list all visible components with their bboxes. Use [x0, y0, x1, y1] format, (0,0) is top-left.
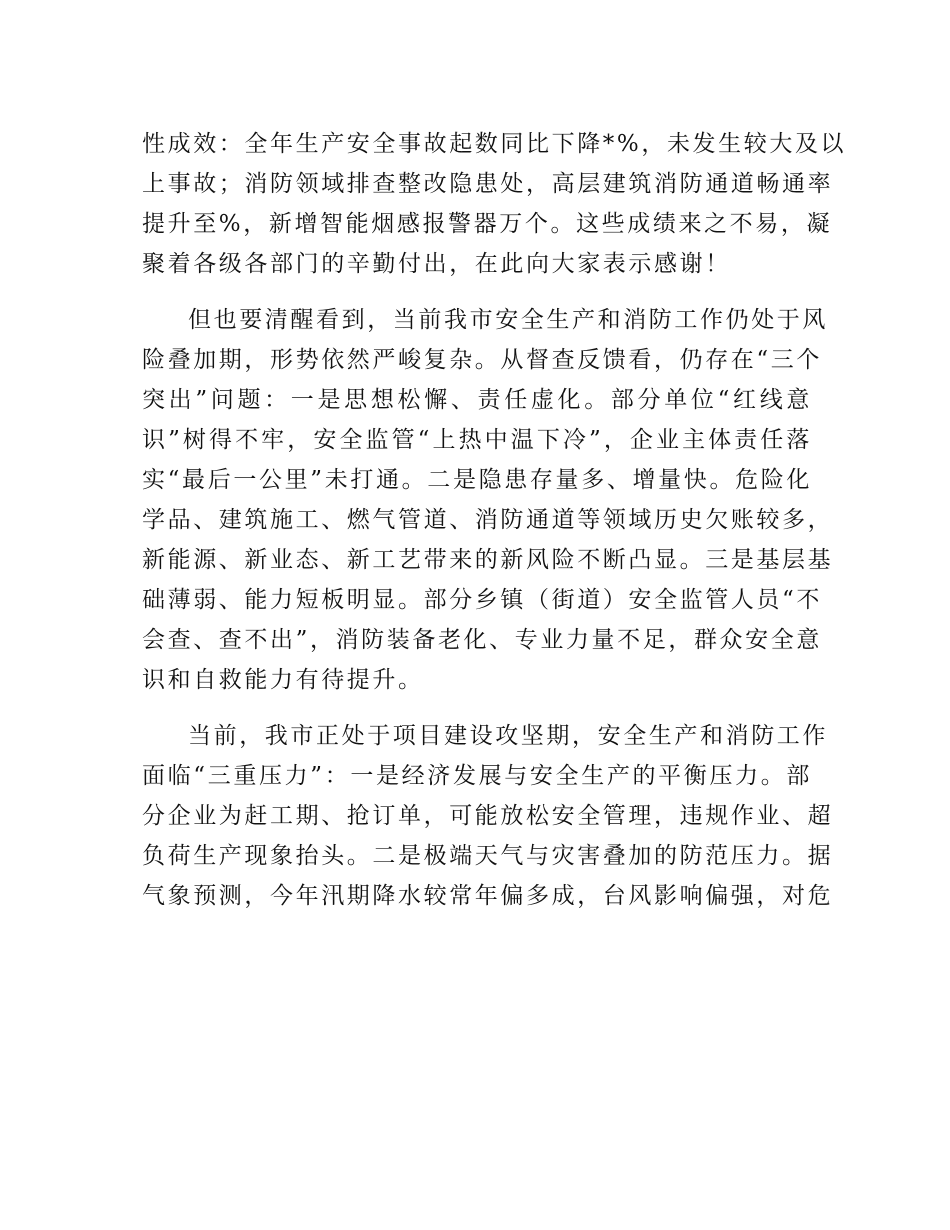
text-line: 突出”问题：一是思想松懈、责任虚化。部分单位“红线意 [142, 387, 812, 413]
text-line: 上事故；消防领域排查整改隐患处，高层建筑消防通道畅通率 [142, 171, 834, 197]
text-line: 聚着各级各部门的辛勤付出，在此向大家表示感谢！ [142, 251, 731, 277]
paragraph-2 [142, 300, 834, 700]
text-line: 识和自救能力有待提升。 [142, 667, 424, 693]
text-line: 分企业为赶工期、抢订单，可能放松安全管理，违规作业、超 [142, 803, 834, 829]
text-line: 险叠加期，形势依然严峻复杂。从督查反馈看，仍存在“三个 [142, 347, 822, 373]
text-line: 但也要清醒看到，当前我市安全生产和消防工作仍处于风 [188, 307, 828, 333]
text-line: 当前，我市正处于项目建设攻坚期，安全生产和消防工作 [188, 723, 828, 749]
text-line: 性成效：全年生产安全事故起数同比下降*%，未发生较大及以 [142, 131, 847, 157]
paragraph-3 [142, 716, 834, 916]
text-line: 面临“三重压力”：一是经济发展与安全生产的平衡压力。部 [142, 763, 812, 789]
text-line: 会查、查不出”，消防装备老化、专业力量不足，群众安全意 [142, 627, 822, 653]
paragraph-1 [142, 124, 847, 284]
text-line: 负荷生产现象抬头。二是极端天气与灾害叠加的防范压力。据 [142, 843, 834, 869]
text-line: 学品、建筑施工、燃气管道、消防通道等领域历史欠账较多， [142, 507, 834, 533]
text-line: 新能源、新业态、新工艺带来的新风险不断凸显。三是基层基 [142, 547, 834, 573]
text-line: 气象预测，今年汛期降水较常年偏多成，台风影响偏强，对危 [142, 883, 834, 909]
text-line: 识”树得不牢，安全监管“上热中温下冷”，企业主体责任落 [142, 427, 812, 453]
text-line: 础薄弱、能力短板明显。部分乡镇（街道）安全监管人员“不 [142, 587, 822, 613]
text-line: 实“最后一公里”未打通。二是隐患存量多、增量快。危险化 [142, 467, 812, 493]
document-body [142, 124, 847, 916]
text-line: 提升至%，新增智能烟感报警器万个。这些成绩来之不易，凝 [142, 211, 833, 237]
